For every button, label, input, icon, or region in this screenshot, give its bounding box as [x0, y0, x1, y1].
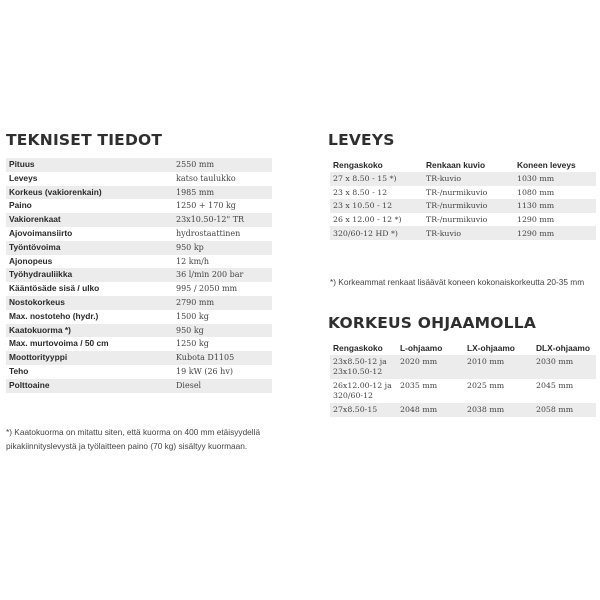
spec-value: 1985 mm: [173, 186, 272, 200]
table-cell: 1080 mm: [514, 186, 596, 200]
table-cell: 2030 mm: [533, 355, 596, 379]
table-cell: 26 x 12.00 - 12 *): [330, 213, 423, 227]
spec-label: Polttoaine: [6, 379, 173, 393]
spec-row: [6, 365, 272, 379]
cab-height-table-header: [330, 341, 596, 355]
table-cell: 27x8.50-15: [330, 403, 397, 417]
spec-row: [6, 172, 272, 186]
table-cell: 26x12.00-12 ja 320/60-12: [330, 379, 397, 403]
table-row: [330, 379, 596, 403]
spec-value: Kubota D1105: [173, 351, 272, 365]
table-cell: 23x8.50-12 ja 23x10.50-12: [330, 355, 397, 379]
header-lx-cab: LX-ohjaamo: [464, 341, 533, 355]
spec-value: 23x10.50-12" TR: [173, 213, 272, 227]
table-row: [330, 226, 596, 240]
table-cell: 1290 mm: [514, 226, 596, 240]
spec-label: Pituus: [6, 158, 173, 172]
spec-value: Diesel: [173, 379, 272, 393]
table-cell: TR-/nurmikuvio: [423, 213, 514, 227]
table-row: [330, 199, 596, 213]
table-cell: 2045 mm: [533, 379, 596, 403]
spec-label: Moottorityyppi: [6, 351, 173, 365]
spec-row: [6, 241, 272, 255]
spec-label: Työhydrauliikka: [6, 268, 173, 282]
table-cell: 1290 mm: [514, 213, 596, 227]
spec-row: [6, 282, 272, 296]
table-cell: TR-/nurmikuvio: [423, 186, 514, 200]
spec-row: [6, 296, 272, 310]
spec-row: [6, 268, 272, 282]
table-cell: 2048 mm: [397, 403, 464, 417]
spec-value: 1250 + 170 kg: [173, 199, 272, 213]
spec-row: [6, 351, 272, 365]
table-cell: 2020 mm: [397, 355, 464, 379]
width-title: LEVEYS: [328, 131, 395, 149]
header-dlx-cab: DLX-ohjaamo: [533, 341, 596, 355]
spec-label: Leveys: [6, 172, 173, 186]
spec-label: Kääntösäde sisä / ulko: [6, 282, 173, 296]
spec-label: Teho: [6, 365, 173, 379]
spec-value: 19 kW (26 hv): [173, 365, 272, 379]
spec-value: 950 kp: [173, 241, 272, 255]
table-cell: 2058 mm: [533, 403, 596, 417]
table-cell: 2010 mm: [464, 355, 533, 379]
spec-row: [6, 199, 272, 213]
table-row: [330, 355, 596, 379]
spec-row: [6, 158, 272, 172]
spec-label: Työntövoima: [6, 241, 173, 255]
spec-label: Max. murtovoima / 50 cm: [6, 337, 173, 351]
spec-value: 2550 mm: [173, 158, 272, 172]
spec-label: Ajonopeus: [6, 255, 173, 269]
spec-value: katso taulukko: [173, 172, 272, 186]
spec-value: hydrostaattinen: [173, 227, 272, 241]
spec-value: 12 km/h: [173, 255, 272, 269]
cab-height-table: [330, 341, 596, 417]
header-tire-size: Rengaskoko: [330, 158, 423, 172]
tech-specs-title: TEKNISET TIEDOT: [6, 131, 163, 149]
table-cell: 2038 mm: [464, 403, 533, 417]
table-cell: TR-kuvio: [423, 172, 514, 186]
spec-value: 950 kg: [173, 324, 272, 338]
tech-specs-table: [6, 158, 272, 393]
spec-label: Paino: [6, 199, 173, 213]
spec-row: [6, 227, 272, 241]
spec-row: [6, 324, 272, 338]
spec-row: [6, 186, 272, 200]
spec-row: [6, 310, 272, 324]
table-row: [330, 213, 596, 227]
width-table-header: [330, 158, 596, 172]
spec-row: [6, 213, 272, 227]
spec-value: 1250 kg: [173, 337, 272, 351]
spec-label: Nostokorkeus: [6, 296, 173, 310]
table-cell: 1130 mm: [514, 199, 596, 213]
tipping-load-note: *) Kaatokuorma on mitattu siten, että kuorma on 400 mm etäisyydellä pikakiinnityslevystä ja työlaitteen paino (70 kg) sisältyy kuormaan.: [6, 427, 261, 451]
spec-label: Vakiorenkaat: [6, 213, 173, 227]
table-row: [330, 403, 596, 417]
table-row: [330, 172, 596, 186]
table-cell: 2025 mm: [464, 379, 533, 403]
tire-height-note: *) Korkeammat renkaat lisäävät koneen kokonaiskorkeutta 20-35 mm: [330, 277, 585, 287]
table-cell: 23 x 8.50 - 12: [330, 186, 423, 200]
spec-row: [6, 379, 272, 393]
header-tire-size: Rengaskoko: [330, 341, 397, 355]
spec-value: 995 / 2050 mm: [173, 282, 272, 296]
table-cell: TR-/nurmikuvio: [423, 199, 514, 213]
spec-value: 1500 kg: [173, 310, 272, 324]
table-cell: 320/60-12 HD *): [330, 226, 423, 240]
spec-label: Kaatokuorma *): [6, 324, 173, 338]
table-row: [330, 186, 596, 200]
table-cell: 2035 mm: [397, 379, 464, 403]
table-cell: 23 x 10.50 - 12: [330, 199, 423, 213]
spec-label: Ajovoimansiirto: [6, 227, 173, 241]
spec-value: 36 l/min 200 bar: [173, 268, 272, 282]
width-table: [330, 158, 596, 240]
table-cell: 27 x 8.50 - 15 *): [330, 172, 423, 186]
header-l-cab: L-ohjaamo: [397, 341, 464, 355]
spec-row: [6, 255, 272, 269]
table-cell: TR-kuvio: [423, 226, 514, 240]
spec-label: Max. nostoteho (hydr.): [6, 310, 173, 324]
header-machine-width: Koneen leveys: [514, 158, 596, 172]
table-cell: 1030 mm: [514, 172, 596, 186]
header-tread-pattern: Renkaan kuvio: [423, 158, 514, 172]
spec-label: Korkeus (vakiorenkain): [6, 186, 173, 200]
spec-value: 2790 mm: [173, 296, 272, 310]
cab-height-title: KORKEUS OHJAAMOLLA: [328, 314, 537, 332]
spec-row: [6, 337, 272, 351]
